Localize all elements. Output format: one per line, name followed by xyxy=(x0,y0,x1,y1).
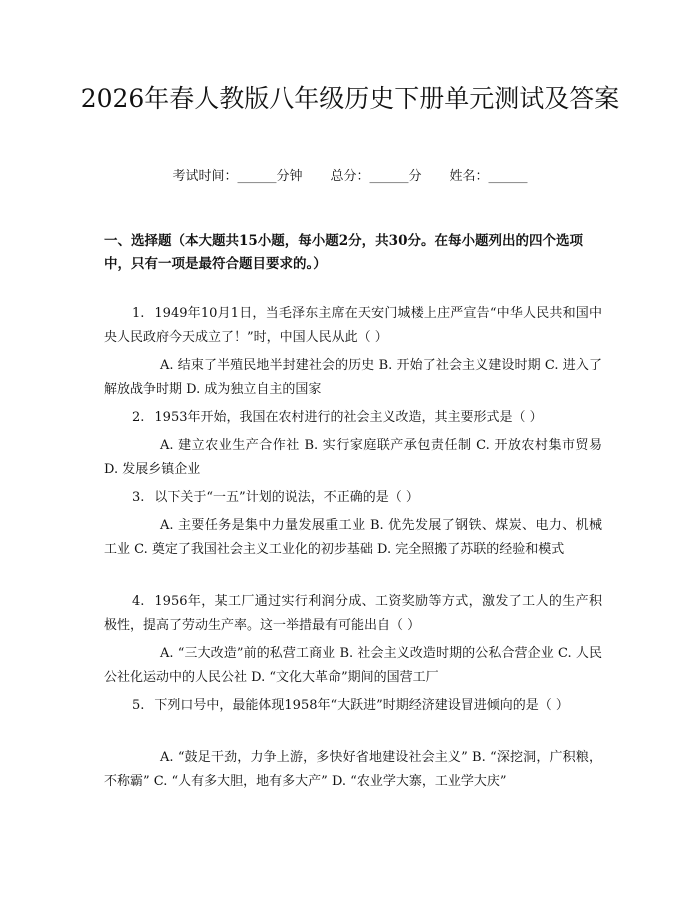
question-number: 1. xyxy=(132,306,145,321)
exam-time-field: 考试时间：______分钟 xyxy=(172,169,303,184)
section-heading: 一、选择题（本大题共15小题，每小题2分，共30分。在每小题列出的四个选项中，只有一项是最符合题目要求的。） xyxy=(104,233,583,272)
question-number: 2. xyxy=(132,410,145,425)
question-2 xyxy=(104,406,602,430)
question-1-options: A. 结束了半殖民地半封建社会的历史 B. 开始了社会主义建设时期 C. 进入了解放战争时期 D. 成为独立自主的国家 xyxy=(104,358,602,397)
question-3-options: A. 主要任务是集中力量发展重工业 B. 优先发展了钢铁、煤炭、电力、机械工业 C. 奠定了我国社会主义工业化的初步基础 D. 完全照搬了苏联的经验和模式 xyxy=(104,518,602,557)
question-number: 5. xyxy=(132,698,145,713)
total-score-field: 总分：______分 xyxy=(330,169,422,184)
question-stem: 以下关于“一五”计划的说法，不正确的是（ ） xyxy=(154,490,419,505)
question-number: 4. xyxy=(132,594,145,609)
question-stem: 1953年开始，我国在农村进行的社会主义改造，其主要形式是（ ） xyxy=(154,410,543,425)
document-title: 2026年春人教版八年级历史下册单元测试及答案 xyxy=(80,84,620,113)
question-stem: 1949年10月1日，当毛泽东主席在天安门城楼上庄严宣告“中华人民共和国中央人民政府今天成立了！”时，中国人民从此（ ） xyxy=(104,306,602,345)
question-2-options: A. 建立农业生产合作社 B. 实行家庭联产承包责任制 C. 开放农村集市贸易 D. 发展乡镇企业 xyxy=(104,438,602,477)
question-number: 3. xyxy=(132,490,145,505)
question-1 xyxy=(104,302,602,350)
question-5 xyxy=(104,694,602,718)
exam-info xyxy=(0,168,700,186)
question-4 xyxy=(104,590,602,638)
question-3 xyxy=(104,486,602,510)
question-stem: 下列口号中，最能体现1958年“大跃进”时期经济建设冒进倾向的是（ ） xyxy=(154,698,569,713)
question-5-options: A. “鼓足干劲，力争上游，多快好省地建设社会主义” B. “深挖洞，广积粮，不称霸” C. “人有多大胆，地有多大产” D. “农业学大寨，工业学大庆” xyxy=(104,750,602,789)
question-4-options: A. “三大改造”前的私营工商业 B. 社会主义改造时期的公私合营企业 C. 人民公社化运动中的人民公社 D. “文化大革命”期间的国营工厂 xyxy=(104,646,602,685)
question-stem: 1956年，某工厂通过实行利润分成、工资奖励等方式，激发了工人的生产积极性，提高了劳动生产率。这一举措最有可能出自（ ） xyxy=(104,594,602,633)
student-name-field: 姓名：______ xyxy=(449,169,528,184)
